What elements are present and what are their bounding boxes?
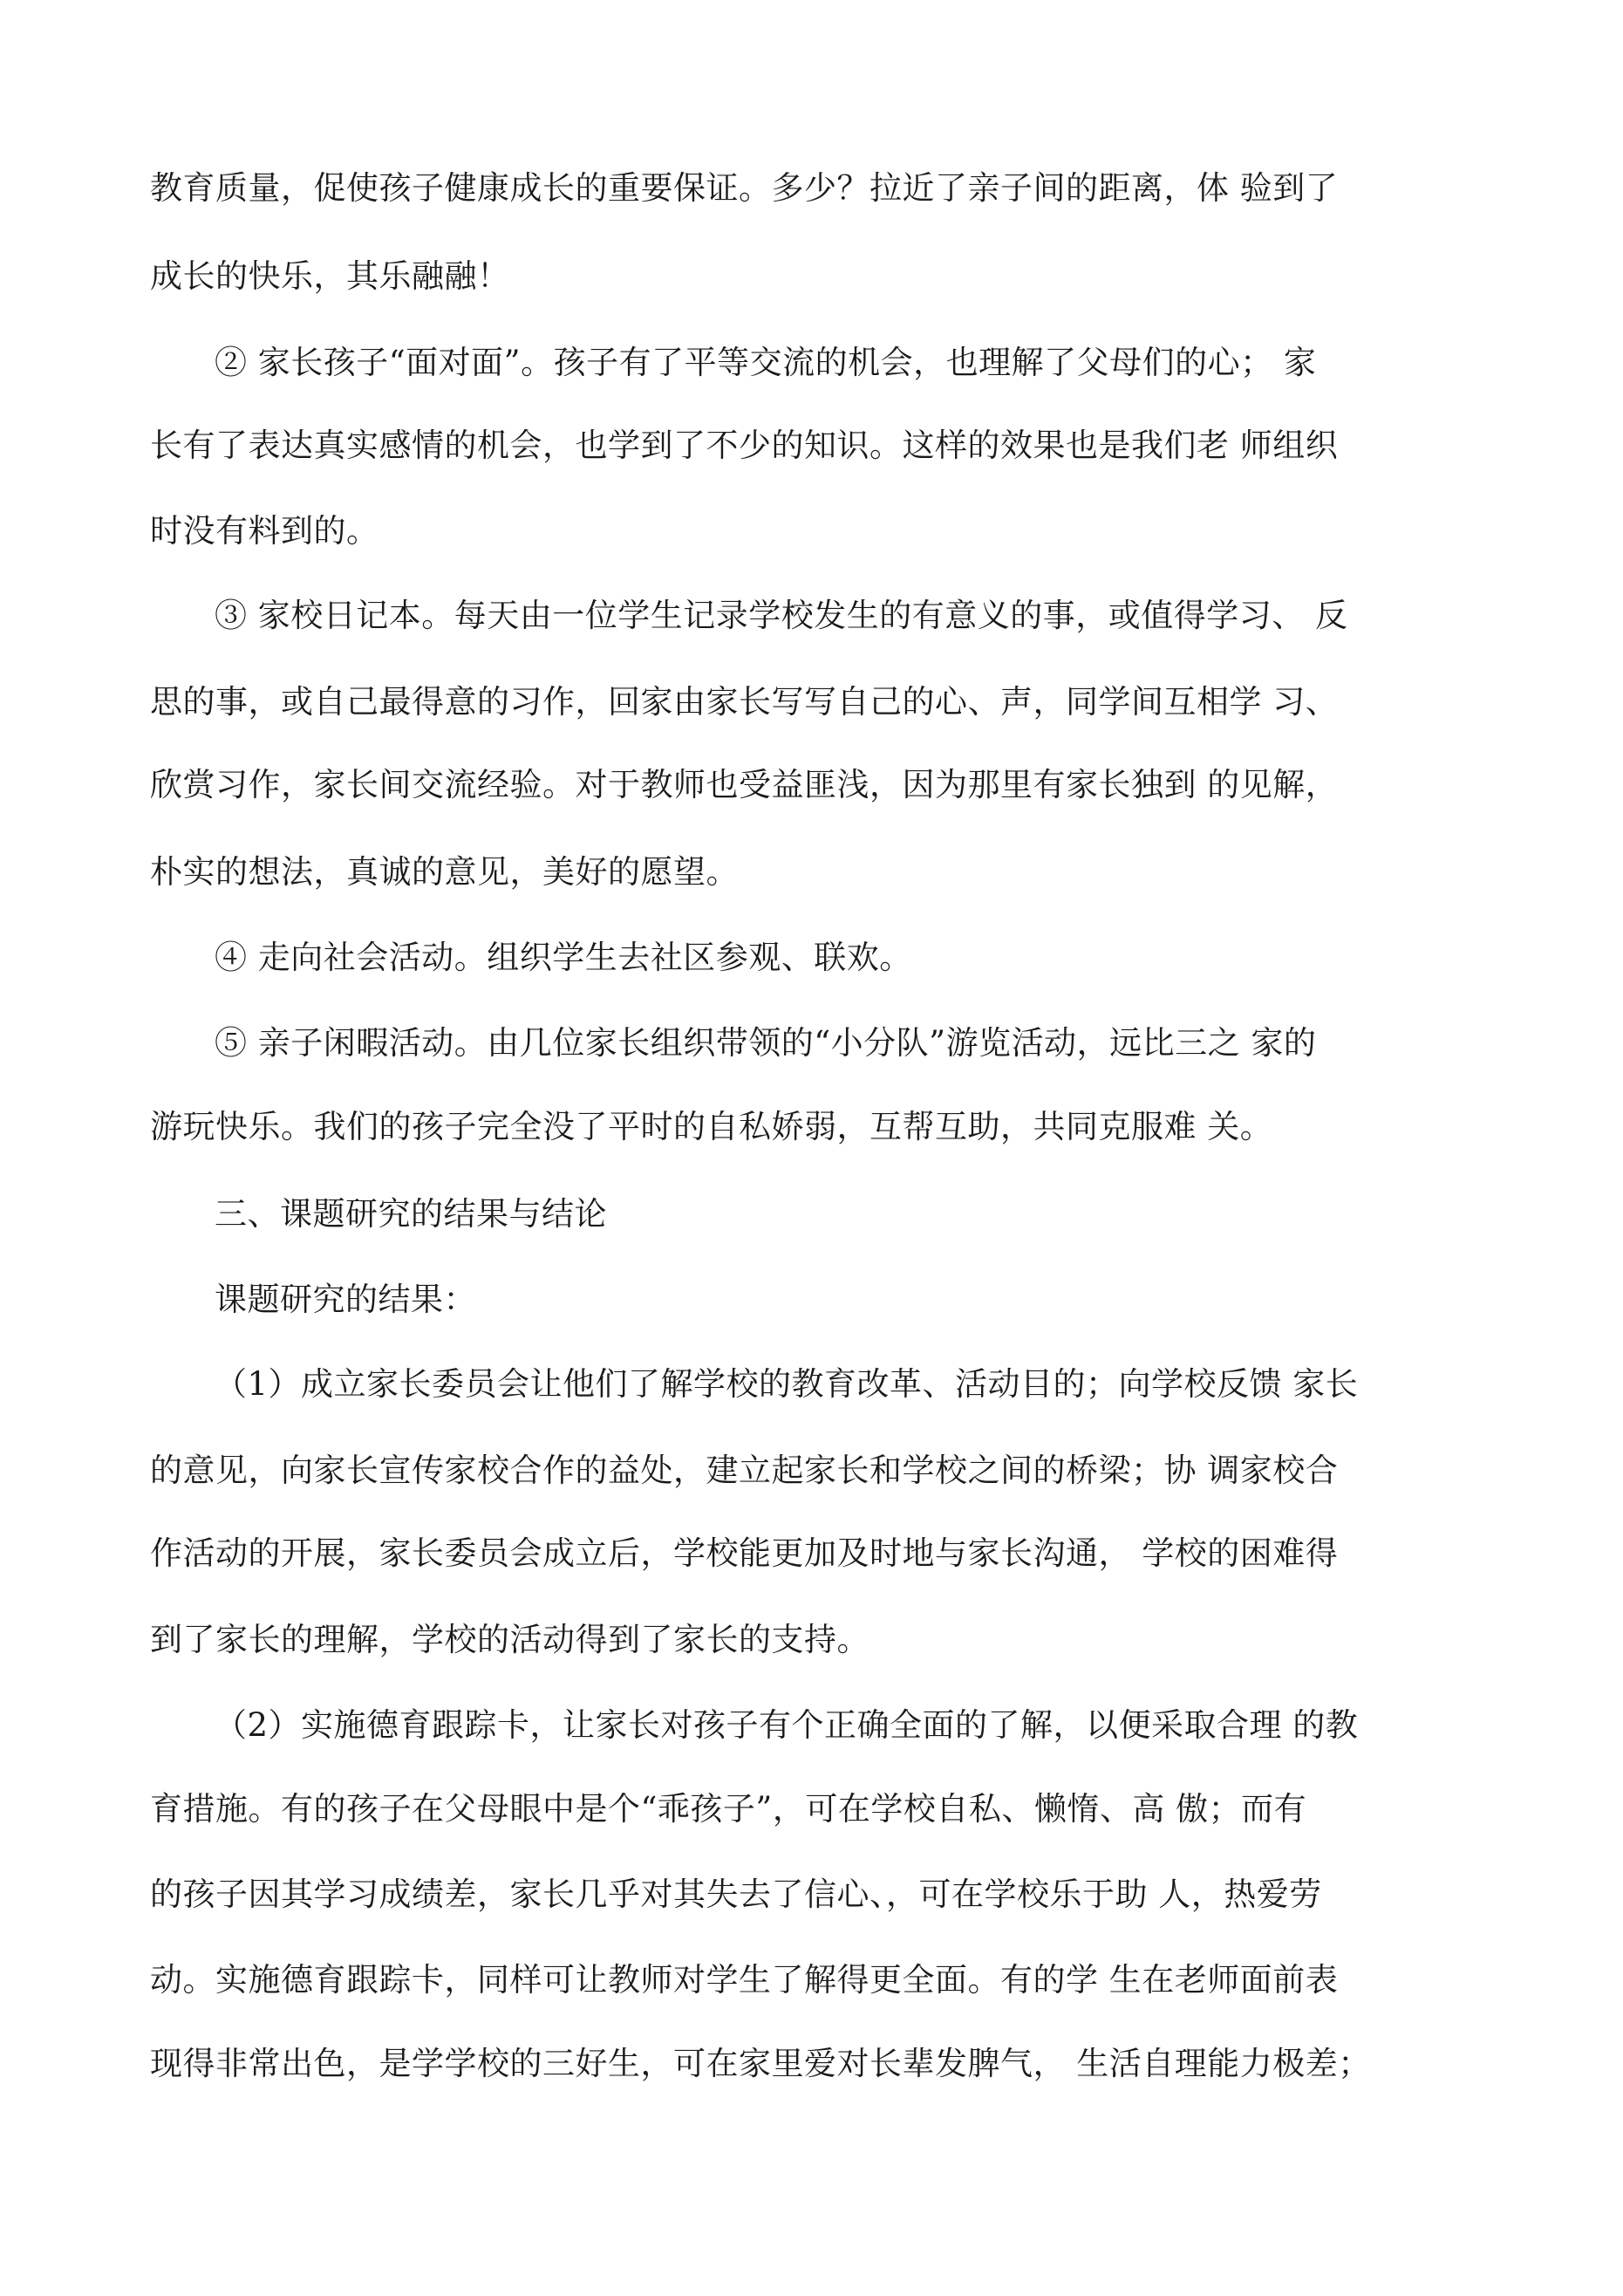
result-item-1: （1）成立家长委员会让他们了解学校的教育改革、活动目的；向学校反馈 家长 (215, 1365, 1359, 1403)
list-item-leisure-activities: ⑤ 亲子闲暇活动。由几位家长组织带领的“小分队”游览活动，远比三之 家的 (215, 1024, 1317, 1062)
text-line: 思的事，或自己最得意的习作，回家由家长写写自己的心、声，同学间互相学 习、 (150, 683, 1339, 721)
list-item-face-to-face: ② 家长孩子“面对面”。孩子有了平等交流的机会，也理解了父母们的心； 家 (215, 344, 1317, 381)
text-line: 的孩子因其学习成绩差，家长几乎对其失去了信心、，可在学校乐于助 人，热爱劳 (150, 1876, 1322, 1913)
text-line: 时没有料到的。 (150, 512, 379, 550)
text-line: 作活动的开展，家长委员会成立后，学校能更加及时地与家长沟通， 学校的困难得 (150, 1534, 1339, 1572)
text-line: 育措施。有的孩子在父母眼中是个“乖孩子”，可在学校自私、懒惰、高 傲；而有 (150, 1790, 1307, 1828)
text-line: 教育质量，促使孩子健康成长的重要保证。多少？拉近了亲子间的距离，体 验到了 (150, 169, 1339, 207)
text-line: 动。实施德育跟踪卡，同样可让教师对学生了解得更全面。有的学 生在老师面前表 (150, 1961, 1339, 1999)
text-line: 到了家长的理解，学校的活动得到了家长的支持。 (150, 1621, 869, 1658)
text-line: 现得非常出色，是学学校的三好生，可在家里爱对长辈发脾气， 生活自理能力极差； (150, 2045, 1371, 2082)
subsection-heading: 课题研究的结果： (215, 1281, 476, 1318)
section-heading: 三、课题研究的结果与结论 (215, 1195, 607, 1233)
text-line: 欣赏习作，家长间交流经验。对于教师也受益匪浅，因为那里有家长独到 的见解， (150, 766, 1339, 803)
text-line: 游玩快乐。我们的孩子完全没了平时的自私娇弱，互帮互助，共同克服难 关。 (150, 1108, 1273, 1145)
result-item-2: （2）实施德育跟踪卡，让家长对孩子有个正确全面的了解，以便采取合理 的教 (215, 1706, 1359, 1744)
list-item-social-activities: ④ 走向社会活动。组织学生去社区参观、联欢。 (215, 939, 912, 976)
text-line: 朴实的想法，真诚的意见，美好的愿望。 (150, 853, 739, 891)
text-line: 长有了表达真实感情的机会，也学到了不少的知识。这样的效果也是我们老 师组织 (150, 427, 1339, 464)
text-line: 的意见，向家长宣传家校合作的益处，建立起家长和学校之间的桥梁；协 调家校合 (150, 1452, 1339, 1489)
text-line: 成长的快乐，其乐融融！ (150, 257, 510, 295)
list-item-home-school-diary: ③ 家校日记本。每天由一位学生记录学校发生的有意义的事，或值得学习、 反 (215, 597, 1348, 634)
